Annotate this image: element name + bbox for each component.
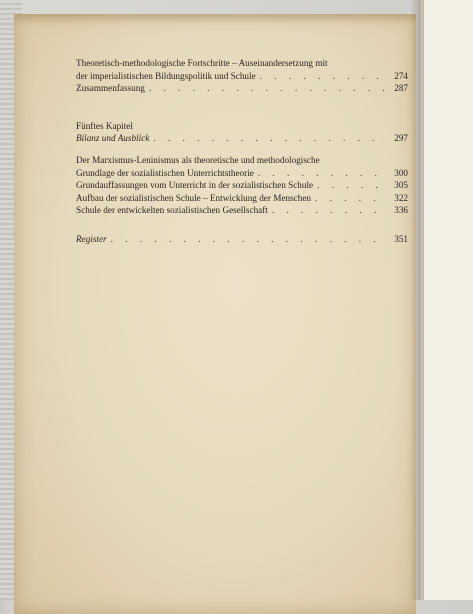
spine-shadow	[410, 0, 424, 600]
toc-entry-zusammenfassung	[76, 82, 408, 95]
chapter-title: Bilanz und Ausblick	[76, 133, 150, 144]
leader-dots	[317, 179, 386, 192]
toc-chapter-5	[76, 120, 408, 145]
leader-dots	[272, 204, 386, 217]
toc-page-number: 336	[394, 205, 408, 216]
leader-dots	[260, 70, 386, 83]
page-top-edge	[14, 14, 416, 24]
toc-page-number: 287	[394, 83, 408, 94]
toc-entry-theoretisch	[76, 57, 408, 82]
toc-page-number: 322	[394, 192, 408, 203]
leader-dots	[149, 82, 386, 95]
toc-page-number: 305	[394, 180, 408, 191]
toc-entry-text: Schule der entwickelten sozialistischen Gesellschaft	[76, 205, 268, 216]
toc-entry-text: der imperialistischen Bildungspolitik und Schule	[76, 70, 256, 81]
toc-entry-marxismus	[76, 154, 408, 179]
facing-page-edge	[420, 0, 473, 600]
leader-dots	[315, 192, 386, 205]
table-of-contents	[76, 57, 408, 246]
leader-dots	[153, 132, 386, 145]
toc-entry-text: Register	[76, 233, 107, 244]
leader-dots	[111, 233, 386, 246]
toc-entry-schule	[76, 204, 408, 217]
toc-page-number: 297	[394, 133, 408, 144]
toc-entry-text: Aufbau der sozialistischen Schule – Entwicklung der Menschen	[76, 192, 311, 203]
chapter-label: Fünftes Kapitel	[76, 120, 133, 131]
toc-entry-text: Grundlage der sozialistischen Unterrichtstheorie	[76, 167, 254, 178]
toc-page-number: 300	[394, 167, 408, 178]
toc-entry-text: Grundauffassungen vom Unterricht in der sozialistischen Schule	[76, 180, 314, 191]
leader-dots	[258, 167, 386, 180]
toc-entry-grundauffassungen	[76, 179, 408, 192]
toc-entry-text: Der Marxismus-Leninismus als theoretische und methodologische	[76, 154, 320, 165]
toc-entry-register	[76, 233, 408, 246]
toc-entry-aufbau	[76, 192, 408, 205]
toc-page-number: 351	[394, 233, 408, 244]
toc-entry-text: Theoretisch-methodologische Fortschritte – Auseinandersetzung mit	[76, 58, 328, 68]
toc-entry-text: Zusammenfassung	[76, 83, 145, 94]
toc-page-number: 274	[394, 70, 408, 81]
